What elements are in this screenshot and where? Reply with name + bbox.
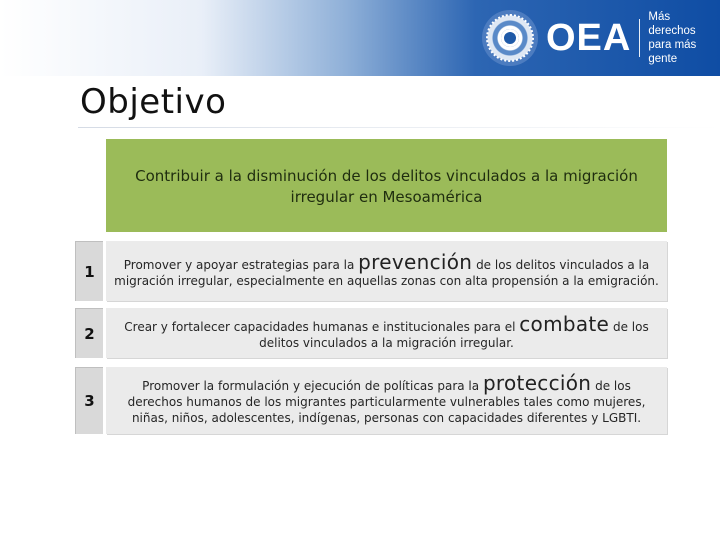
item-text-1	[106, 241, 667, 301]
tagline-line-2: para más gente	[648, 39, 697, 65]
item-2-before: Crear y fortalecer capacidades humanas e institucionales para el	[124, 319, 520, 334]
item-number-1: 1	[75, 241, 103, 301]
goal-box	[106, 139, 667, 232]
seal-core	[501, 29, 519, 47]
logo-divider	[639, 19, 640, 57]
slide-title: Objetivo	[80, 82, 227, 122]
item-3-after: de los derechos humanos de los migrantes particularmente vulnerables tales como mujeres, niñas, niños, adolescentes, indígenas, personas con capacidades diferentes y LGBTI.	[127, 379, 646, 425]
item-3-keyword: protección	[482, 371, 592, 395]
item-1-after: de los delitos vinculados a la migración irregular, especialmente en aquellas zonas con alta propensión a la emigración.	[114, 257, 659, 288]
item-text-3	[106, 367, 667, 434]
item-2-keyword: combate	[519, 311, 610, 336]
item-1-before: Promover y apoyar estrategias para la	[123, 257, 359, 272]
title-underline	[78, 127, 720, 128]
oea-logo	[482, 8, 718, 68]
item-2-after: de los delitos vinculados a la migración irregular.	[259, 319, 649, 350]
logo-tagline	[648, 10, 718, 66]
item-1-keyword: prevención	[358, 249, 473, 274]
logo-text: OEA	[546, 17, 632, 59]
tagline-line-1: Más derechos	[648, 11, 696, 37]
oas-seal-icon	[482, 10, 538, 66]
item-number-3: 3	[75, 367, 103, 434]
item-text-2	[106, 308, 667, 358]
item-3-before: Promover la formulación y ejecución de políticas para la	[142, 379, 483, 393]
header-banner	[0, 0, 720, 76]
item-number-2: 2	[75, 308, 103, 358]
goal-text: Contribuir a la disminución de los delitos vinculados a la migración irregular en Mesoamérica	[135, 166, 638, 206]
